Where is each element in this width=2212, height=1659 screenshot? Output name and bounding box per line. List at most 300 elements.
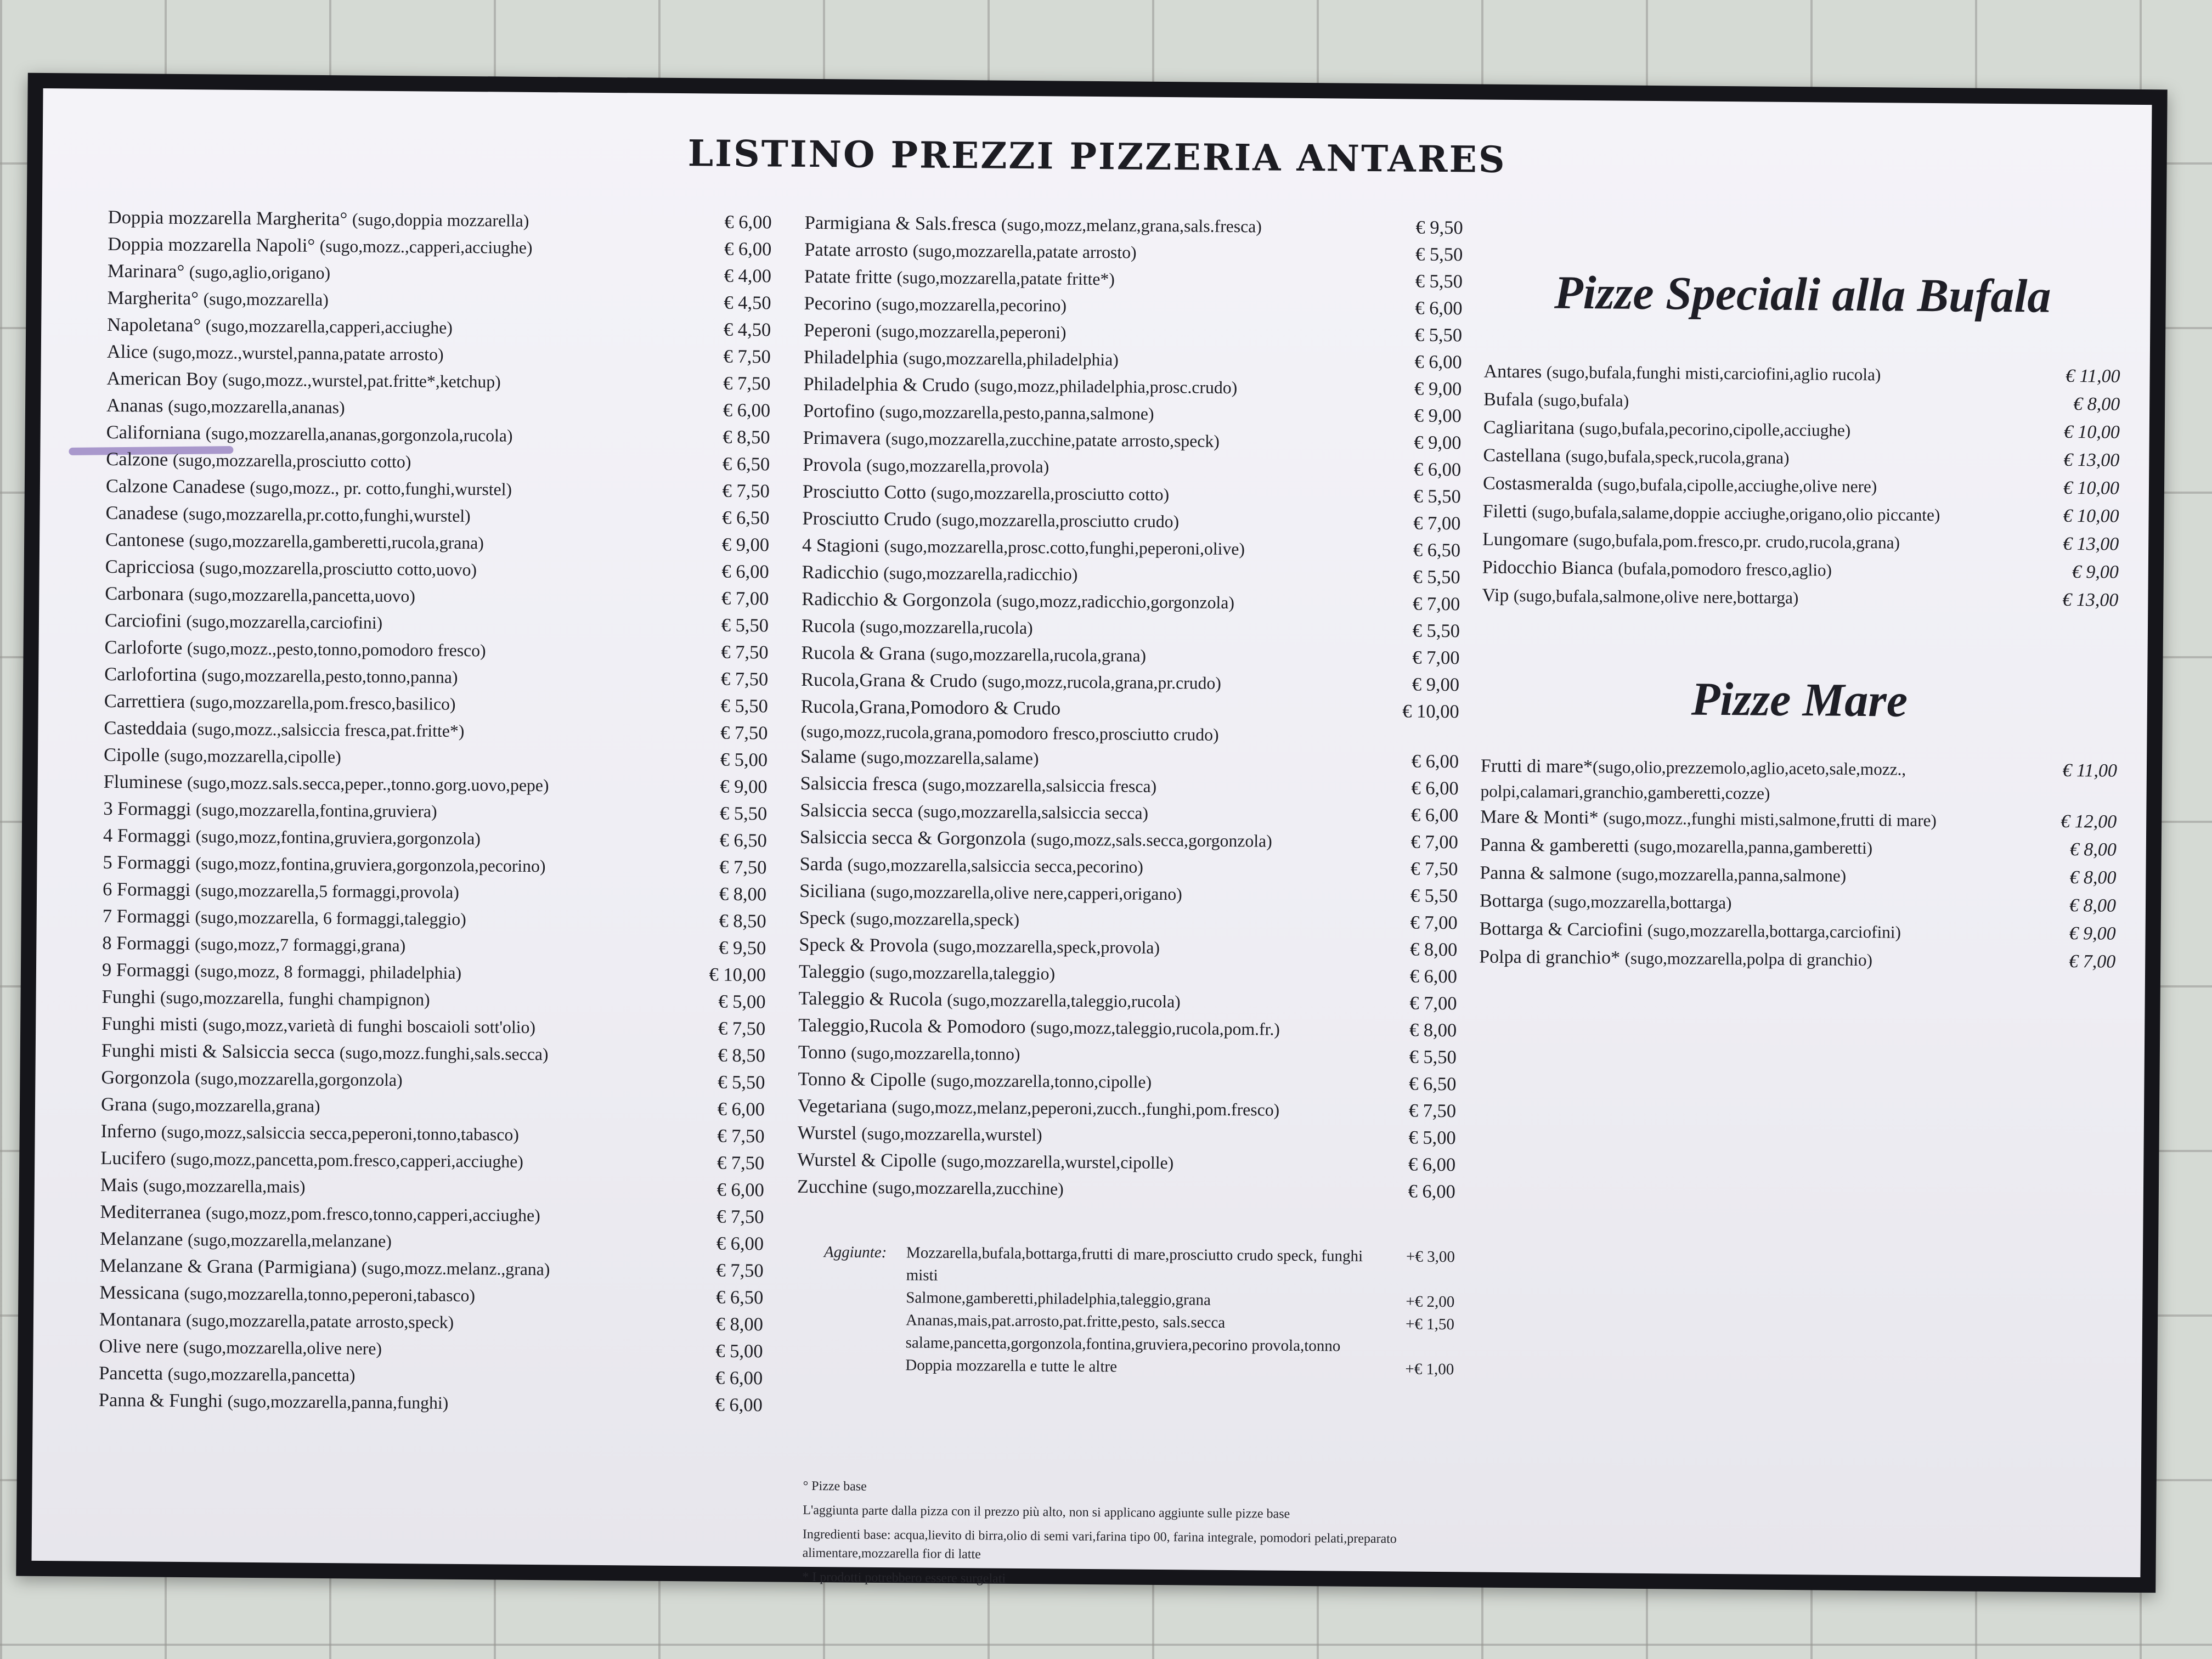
item-price: € 7,00 <box>721 588 769 610</box>
item-name: Montanara <box>99 1308 182 1330</box>
item-name: Filetti <box>1482 501 1528 522</box>
item-price: € 7,50 <box>723 346 771 368</box>
item-name: Bufala <box>1483 389 1534 410</box>
item-ingredients: (sugo,mozzarella,speck,provola) <box>933 936 1160 957</box>
item-name: Rucola & Grana <box>801 642 926 664</box>
addon-price: +€ 1,00 <box>1405 1360 1454 1379</box>
item-price: € 6,00 <box>1408 1154 1456 1176</box>
menu-item <box>99 1387 763 1419</box>
pizza-column-2 <box>797 210 1463 1205</box>
item-price: € 9,00 <box>720 776 768 798</box>
item-ingredients: (sugo,mozzarella,polpa di granchio) <box>1624 948 1873 970</box>
menu-item <box>1483 470 2119 503</box>
item-price: € 7,00 <box>1409 992 1457 1014</box>
menu-item <box>1482 498 2119 531</box>
item-ingredients: (sugo,mozz.,capperi,acciughe) <box>319 236 533 257</box>
item-price: € 5,50 <box>718 1071 765 1093</box>
item-name: Casteddaia <box>104 717 187 740</box>
menu-item <box>1479 943 2115 976</box>
item-name: Siciliana <box>799 880 866 902</box>
item-name: Bottarga <box>1479 890 1544 912</box>
item-name: 7 Formaggi <box>102 905 190 928</box>
item-name: Californiana <box>106 421 201 444</box>
item-ingredients: (sugo,mozzarella,ananas) <box>168 396 345 417</box>
item-price: € 6,00 <box>1415 297 1463 319</box>
item-name: 5 Formaggi <box>103 851 191 874</box>
item-price: € 10,00 <box>2063 505 2119 527</box>
item-price: € 6,00 <box>716 1233 764 1255</box>
item-price: € 8,00 <box>2073 394 2120 415</box>
addon-row <box>823 1308 1455 1358</box>
item-price: € 8,00 <box>719 883 767 905</box>
item-name: Panna & Funghi <box>98 1389 223 1412</box>
menu-item <box>1480 752 2117 808</box>
item-price: € 7,50 <box>717 1125 765 1147</box>
item-name: Napoletana° <box>107 314 201 336</box>
item-name: 8 Formaggi <box>102 932 190 955</box>
note-ingredients: Ingredienti base: acqua,lievito di birra,olio di semi vari,farina tipo 00, farina integrale, pomodori pelati,preparato alimentare,mozzarella fior di latte <box>802 1527 1397 1562</box>
item-name: Melanzane <box>99 1228 183 1250</box>
item-ingredients: (sugo,doppia mozzarella) <box>352 210 529 230</box>
item-ingredients: (sugo,mozz,7 formaggi,grana) <box>194 934 406 956</box>
item-price: € 11,00 <box>2062 760 2118 781</box>
menu-item <box>1483 442 2119 475</box>
item-price: € 5,50 <box>1412 620 1460 642</box>
item-ingredients: (sugo,mozzarella,gamberetti,rucola,grana) <box>189 531 484 553</box>
item-ingredients: (sugo,mozzarella,peperoni) <box>876 321 1066 342</box>
item-name: Parmigiana & Sals.fresca <box>804 212 997 235</box>
item-ingredients: (sugo,bufala,cipolle,acciughe,olive nere) <box>1597 475 1877 496</box>
item-name: Rucola <box>801 615 855 637</box>
item-ingredients: (sugo,mozzarella,melanzane) <box>187 1230 392 1251</box>
item-price: € 6,00 <box>723 399 771 421</box>
bufala-list <box>1482 358 2120 614</box>
item-name: Cipolle <box>103 744 160 766</box>
item-price: € 5,50 <box>1410 885 1458 907</box>
item-ingredients: (sugo,mozzarella,patate fritte*) <box>896 268 1115 289</box>
item-name: Taleggio <box>798 961 865 983</box>
item-name: Calzone Canadese <box>105 475 245 498</box>
item-price: € 7,50 <box>1408 1100 1457 1122</box>
item-ingredients: (sugo,mozzarella,salame) <box>861 747 1039 769</box>
item-ingredients: (sugo,mozzarella,taleggio) <box>869 962 1056 984</box>
item-name: Bottarga & Carciofini <box>1479 918 1643 940</box>
item-name: Carrettiera <box>104 690 185 713</box>
item-ingredients: (sugo,mozzarella,pr.cotto,funghi,wurstel) <box>183 504 471 526</box>
item-ingredients: (sugo,mozzarella,provola) <box>866 455 1049 477</box>
menu-item <box>1480 831 2117 864</box>
item-name: Carloforte <box>104 636 183 658</box>
item-ingredients: (sugo,mozz.,salsiccia fresca,pat.fritte*) <box>191 719 465 741</box>
item-price: € 7,50 <box>721 641 769 663</box>
item-ingredients: (sugo,mozzarella,gorgonzola) <box>195 1069 403 1090</box>
item-name: Antares <box>1483 361 1542 382</box>
item-name: Portofino <box>803 400 875 422</box>
item-ingredients: (sugo,bufala,pecorino,cipolle,acciughe) <box>1579 418 1851 440</box>
item-price: € 5,00 <box>720 749 768 771</box>
menu-item <box>1480 887 2116 920</box>
item-ingredients: (sugo,mozzarella,pecorino) <box>876 294 1067 315</box>
item-ingredients: (sugo,mozzarella,cipolle) <box>164 746 341 767</box>
menu-item <box>800 693 1459 748</box>
item-name: Pidocchio Bianca <box>1482 557 1613 579</box>
item-name: Frutti di mare* <box>1480 755 1593 777</box>
item-ingredients: (sugo,mozzarella,prosciutto cotto,uovo) <box>199 558 477 580</box>
item-name: Rucola,Grana & Crudo <box>801 669 978 692</box>
item-ingredients: (sugo,mozzarella, 6 formaggi,taleggio) <box>195 907 466 929</box>
item-name: Taleggio,Rucola & Pomodoro <box>798 1014 1026 1038</box>
menu-item <box>1482 526 2119 558</box>
item-price: € 5,50 <box>720 695 768 717</box>
item-ingredients: (sugo,aglio,origano) <box>189 262 331 283</box>
item-ingredients: (sugo,mozz.,wurstel,panna,patate arrosto) <box>153 342 444 364</box>
item-name: Mare & Monti* <box>1480 806 1599 828</box>
item-ingredients: (sugo,mozzarella,olive nere,capperi,origano) <box>870 882 1182 904</box>
addons-label: Aggiunte: <box>823 1243 887 1262</box>
item-price: € 6,50 <box>722 507 770 529</box>
item-name: Fluminese <box>103 771 183 793</box>
pizza-column-1 <box>99 204 772 1419</box>
item-name: Doppia mozzarella Margherita° <box>108 206 348 230</box>
item-name: Vegetariana <box>797 1095 888 1118</box>
item-name: Funghi misti <box>101 1013 198 1035</box>
item-name: Alice <box>106 341 148 363</box>
item-ingredients: (sugo,mozarella,panna,gamberetti) <box>1634 836 1873 858</box>
item-name: Funghi <box>101 986 156 1008</box>
item-ingredients: (sugo,bufala,speck,rucola,grana) <box>1565 446 1790 467</box>
bufala-section-title: Pizze Speciali alla Bufala <box>1554 266 2051 323</box>
item-price: € 10,00 <box>2063 421 2120 443</box>
item-price: € 5,50 <box>719 803 768 825</box>
item-name: 4 Stagioni <box>802 534 880 556</box>
addon-price: +€ 3,00 <box>1406 1248 1455 1266</box>
special-column <box>1479 215 2121 976</box>
item-price: € 6,00 <box>1413 459 1462 481</box>
item-price: € 7,00 <box>1410 912 1458 934</box>
item-ingredients: (sugo,mozzarella,wurstel) <box>861 1124 1042 1145</box>
item-ingredients: (sugo,mozz,rucola,grana,pomodoro fresco,prosciutto crudo) <box>800 721 1219 744</box>
menu-item <box>1482 582 2118 614</box>
item-ingredients: (sugo,mozzarella,tonno,cipolle) <box>930 1070 1152 1092</box>
item-name: Pecorino <box>804 292 872 314</box>
item-name: Ananas <box>106 394 163 416</box>
item-price: € 7,50 <box>722 480 770 502</box>
mare-list <box>1479 752 2117 976</box>
item-ingredients: (sugo,mozz.funghi,sals.secca) <box>339 1043 549 1064</box>
item-price: € 7,00 <box>2069 951 2116 972</box>
item-name: Polpa di granchio* <box>1479 946 1621 968</box>
note-rule: L'aggiunta parte dalla pizza con il prezzo più alto, non si applicano aggiunte sulle pizze base <box>803 1503 1290 1521</box>
item-price: € 6,00 <box>716 1179 765 1201</box>
item-ingredients: (sugo,mozzarella,prosciutto cotto) <box>930 483 1170 505</box>
item-ingredients: (sugo,mozzarella,speck) <box>850 909 1020 929</box>
item-ingredients: (sugo,mozz,pom.fresco,tonno,capperi,acciughe) <box>205 1203 540 1226</box>
item-price: € 7,00 <box>1412 647 1460 669</box>
item-ingredients: (sugo,mozzarella,salsiccia fresca) <box>922 775 1157 796</box>
item-ingredients: (sugo,mozzarella,rucola) <box>860 617 1033 638</box>
item-ingredients: (sugo,mozz.,wurstel,pat.fritte*,ketchup) <box>222 370 501 392</box>
item-ingredients: (sugo,bufala,pom.fresco,pr. crudo,rucola,grana) <box>1573 530 1900 552</box>
item-name: Prosciutto Crudo <box>802 507 932 530</box>
item-name: Radicchio <box>802 561 879 583</box>
item-name: Funghi misti & Salsiccia secca <box>101 1040 335 1063</box>
item-name: Carciofini <box>104 610 182 631</box>
item-ingredients: (sugo,mozzarella,pancetta,uovo) <box>188 585 416 606</box>
item-name: Panna & gamberetti <box>1480 834 1629 856</box>
item-price: € 6,00 <box>715 1367 763 1389</box>
item-price: € 12,00 <box>2061 811 2117 832</box>
item-price: € 8,00 <box>2069 839 2117 860</box>
item-price: € 10,00 <box>2063 477 2120 499</box>
item-ingredients: (sugo,mozz, 8 formaggi, philadelphia) <box>194 961 462 983</box>
menu-item <box>1480 859 2116 892</box>
item-name: Cagliaritana <box>1483 417 1575 438</box>
item-name: Wurstel & Cipolle <box>797 1149 936 1171</box>
item-ingredients: (sugo,mozz,philadelphia,prosc.crudo) <box>974 376 1238 398</box>
item-price: € 10,00 <box>1402 701 1459 723</box>
item-name: Messicana <box>99 1282 180 1304</box>
item-ingredients: (sugo,mozzarella,grana) <box>151 1095 320 1116</box>
item-name: Salame <box>800 746 856 768</box>
item-name: Sarda <box>799 853 843 875</box>
menu-item <box>1483 386 2120 419</box>
item-ingredients: (sugo,mozzarella,salsiccia secca,pecorino) <box>847 855 1144 877</box>
item-ingredients: (sugo,bufala,salame,doppie acciughe,origano,olio piccante) <box>1532 502 1940 525</box>
item-ingredients: (sugo,mozzarella,tonno) <box>850 1043 1020 1064</box>
item-price: € 9,00 <box>1414 405 1462 427</box>
item-ingredients: (sugo,mozzarella,bottarga,carciofini) <box>1647 920 1901 942</box>
item-ingredients: (sugo,mozzarella,bottarga) <box>1548 891 1732 913</box>
item-price: € 5,50 <box>721 614 769 636</box>
item-name: Radicchio & Gorgonzola <box>802 588 992 611</box>
item-name: Vip <box>1482 585 1509 606</box>
item-ingredients: (sugo,mozz,sals.secca,gorgonzola) <box>1030 830 1272 851</box>
item-ingredients: (sugo,mozzarella,taleggio,rucola) <box>947 990 1181 1012</box>
item-price: € 6,00 <box>1411 751 1459 772</box>
item-ingredients: (sugo,mozzarella,zucchine) <box>872 1177 1064 1199</box>
item-name: Salsiccia fresca <box>800 772 918 795</box>
item-price: € 8,50 <box>723 426 770 448</box>
item-price: € 6,50 <box>1409 1073 1457 1095</box>
menu-item <box>1483 358 2120 391</box>
item-ingredients: (sugo,mozz,melanz,grana,sals.fresca) <box>1001 215 1262 236</box>
item-ingredients: (sugo,mozzarella,panna,funghi) <box>227 1391 449 1413</box>
item-price: € 5,50 <box>1415 244 1463 266</box>
item-ingredients: (sugo,bufala,funghi misti,carciofini,aglio rucola) <box>1546 362 1881 385</box>
item-price: € 5,00 <box>715 1340 763 1362</box>
item-price: € 13,00 <box>2062 589 2119 611</box>
item-name: Salsiccia secca & Gorgonzola <box>799 826 1026 850</box>
item-ingredients: (sugo,mozz,melanz,peperoni,zucch.,funghi,pom.fresco) <box>891 1097 1280 1120</box>
item-price: € 6,00 <box>724 238 772 260</box>
item-ingredients: (sugo,mozz., pr. cotto,funghi,wurstel) <box>250 477 512 499</box>
item-ingredients: (sugo,mozz.melanz.,grana) <box>361 1258 550 1279</box>
item-ingredients: (sugo,mozzarella,carciofini) <box>186 612 383 633</box>
item-price: € 9,00 <box>1412 674 1460 696</box>
menu-item <box>1483 414 2120 447</box>
item-name: Lungomare <box>1482 529 1569 550</box>
item-name: Calzone <box>106 448 168 470</box>
item-name: Tonno <box>798 1041 847 1063</box>
item-ingredients: (sugo,mozz.sals.secca,peper.,tonno.gorg.uovo,pepe) <box>187 773 549 795</box>
item-name: Olive nere <box>99 1335 179 1357</box>
item-price: € 9,00 <box>1414 378 1462 400</box>
item-price: € 6,00 <box>724 211 772 233</box>
item-price: € 9,50 <box>718 937 766 959</box>
addon-row <box>823 1353 1454 1381</box>
item-name: Speck <box>799 907 846 929</box>
item-price: € 8,50 <box>718 1045 765 1066</box>
item-name: Costasmeralda <box>1482 473 1593 495</box>
menu-item <box>1479 915 2115 948</box>
item-ingredients: (sugo,mozzarella,capperi,acciughe) <box>205 316 453 337</box>
item-price: € 7,00 <box>1413 512 1461 534</box>
item-ingredients: (sugo,mozzarella,tonno,peperoni,tabasco) <box>184 1284 476 1306</box>
item-price: € 7,50 <box>718 1018 766 1040</box>
item-price: € 5,00 <box>1408 1127 1456 1149</box>
item-ingredients: (sugo,mozzarella,mais) <box>143 1176 306 1197</box>
item-price: € 5,50 <box>1413 486 1461 507</box>
item-name: Philadelphia & Crudo <box>803 373 970 396</box>
item-price: € 6,00 <box>1409 966 1458 988</box>
menu-item <box>1480 803 2117 836</box>
item-ingredients: (sugo,mozz.,funghi misti,salmone,frutti di mare) <box>1602 808 1937 831</box>
item-name: American Boy <box>106 368 218 390</box>
item-price: € 9,50 <box>1415 217 1463 239</box>
item-name: 6 Formaggi <box>102 878 191 901</box>
item-name: Capricciosa <box>105 556 195 578</box>
addon-text: Mozzarella,bufala,bottarga,frutti di mare,prosciutto crudo speck, funghi misti <box>906 1244 1363 1284</box>
item-price: € 8,00 <box>2069 867 2117 888</box>
item-price: € 8,50 <box>719 910 766 932</box>
item-price: € 6,00 <box>1410 804 1459 826</box>
item-name: 3 Formaggi <box>103 798 191 820</box>
item-price: € 11,00 <box>2065 365 2120 387</box>
item-ingredients: (sugo,mozzarella,pesto,tonno,panna) <box>201 665 458 687</box>
item-name: Peperoni <box>804 319 871 341</box>
item-ingredients: (sugo,olio,prezzemolo,aglio,aceto,sale,mozz., <box>1592 757 1906 779</box>
item-ingredients: (sugo,mozzarella,pom.fresco,basilico) <box>189 692 456 714</box>
item-ingredients: (sugo,mozzarella,salsiccia secca) <box>917 802 1149 823</box>
addons-box <box>823 1241 1455 1381</box>
item-price: € 7,50 <box>1410 858 1458 880</box>
item-price: € 8,00 <box>1409 939 1458 961</box>
item-ingredients: (sugo,mozzarella,patate arrosto) <box>912 241 1137 262</box>
item-ingredients: (sugo,mozz,pancetta,pom.fresco,capperi,acciughe) <box>170 1149 523 1171</box>
item-name: Taleggio & Rucola <box>798 988 943 1010</box>
item-name: Carlofortina <box>104 663 197 686</box>
item-name: Lucifero <box>100 1147 166 1169</box>
item-ingredients: (sugo,mozzarella,prosc.cotto,funghi,peperoni,olive) <box>884 537 1245 559</box>
item-ingredients: (sugo,mozzarella,fontina,gruviera) <box>195 800 437 821</box>
item-ingredients: (sugo,mozz,salsiccia secca,peperoni,tonno,tabasco) <box>161 1122 520 1144</box>
item-price: € 6,00 <box>715 1394 763 1416</box>
item-name: Marinara° <box>107 260 185 282</box>
addon-price: +€ 2,00 <box>1406 1293 1455 1311</box>
item-price: € 4,50 <box>724 292 771 314</box>
item-price: € 7,50 <box>719 856 767 878</box>
item-price: € 6,00 <box>1414 351 1462 373</box>
item-name: Speck & Provola <box>799 934 929 956</box>
item-name: 4 Formaggi <box>103 825 191 847</box>
item-price: € 7,50 <box>723 373 771 394</box>
item-price: € 7,50 <box>720 668 769 690</box>
menu-item <box>1482 554 2119 586</box>
item-name: Patate arrosto <box>804 239 909 261</box>
item-ingredients: (sugo,mozzarella,5 formaggi,provola) <box>195 881 460 902</box>
item-ingredients: (sugo,mozzarella) <box>203 289 329 310</box>
item-price: € 6,00 <box>717 1098 765 1120</box>
item-price: € 9,00 <box>2072 562 2119 583</box>
item-ingredients: (sugo,mozz,varietà di funghi boscaioli sott'olio) <box>202 1015 536 1037</box>
item-name: Primavera <box>803 427 881 449</box>
addon-row <box>823 1241 1455 1291</box>
item-name: Wurstel <box>797 1122 857 1144</box>
item-ingredients: (sugo,mozz,fontina,gruviera,gorgonzola) <box>195 827 481 849</box>
item-price: € 9,00 <box>721 534 770 556</box>
addon-price: +€ 1,50 <box>1405 1315 1455 1334</box>
item-price: € 6,00 <box>1408 1181 1456 1203</box>
item-ingredients: (sugo,mozzarella,olive nere) <box>183 1338 382 1358</box>
item-ingredients: (sugo,mozzarella,pesto,panna,salmone) <box>879 402 1154 424</box>
item-price: € 10,00 <box>709 964 766 986</box>
item-price: € 8,00 <box>1409 1019 1457 1041</box>
item-name: Zucchine <box>797 1176 868 1198</box>
addon-text: Doppia mozzarella e tutte le altre <box>905 1356 1118 1376</box>
item-ingredients: polpi,calamari,granchio,gamberetti,cozze) <box>1480 781 1770 803</box>
item-price: € 6,50 <box>1413 539 1461 561</box>
item-ingredients: (sugo,mozzarella,zucchine,patate arrosto,speck) <box>885 429 1220 451</box>
item-name: Pancetta <box>99 1362 163 1384</box>
item-price: € 8,00 <box>2069 895 2117 916</box>
menu-sheet <box>32 88 2152 1586</box>
item-name: Prosciutto Cotto <box>802 481 927 503</box>
menu-item <box>797 1173 1455 1205</box>
item-price: € 9,00 <box>2069 923 2116 944</box>
item-ingredients: (sugo,mozzarella,panna,salmone) <box>1616 864 1847 885</box>
item-price: € 13,00 <box>2063 533 2119 555</box>
item-name: Salsiccia secca <box>800 799 913 822</box>
item-price: € 13,00 <box>2063 449 2120 471</box>
item-ingredients: (sugo,mozzarella,pancetta) <box>167 1364 356 1385</box>
item-price: € 7,00 <box>1410 831 1459 853</box>
item-name: Provola <box>803 454 862 476</box>
addon-text: Salmone,gamberetti,philadelphia,taleggio,grana <box>906 1289 1211 1309</box>
item-price: € 5,00 <box>718 991 766 1013</box>
item-ingredients: (sugo,mozzarella,philadelphia) <box>902 348 1119 370</box>
item-ingredients: (sugo,mozzarella,rucola,grana) <box>930 644 1147 665</box>
footnotes <box>802 1477 1462 1597</box>
item-price: € 7,00 <box>1412 593 1460 615</box>
item-ingredients: (sugo,bufala) <box>1538 390 1629 410</box>
item-price: € 7,50 <box>716 1206 764 1228</box>
item-price: € 7,50 <box>720 722 768 744</box>
item-price: € 8,00 <box>715 1313 764 1335</box>
item-ingredients: (sugo,mozzarella, funghi champignon) <box>160 988 430 1009</box>
item-name: Grana <box>100 1093 148 1115</box>
item-name: Mediterranea <box>100 1201 201 1223</box>
item-name: Inferno <box>100 1120 157 1142</box>
item-ingredients: (sugo,mozz,rucola,grana,pr.crudo) <box>981 672 1222 693</box>
item-ingredients: (sugo,mozzarella,wurstel,cipolle) <box>941 1151 1174 1173</box>
item-ingredients: (bufala,pomodoro fresco,aglio) <box>1618 558 1832 580</box>
item-name: Melanzane & Grana (Parmigiana) <box>99 1255 357 1278</box>
item-price: € 5,50 <box>1409 1046 1457 1068</box>
item-name: Carbonara <box>105 583 184 605</box>
item-name: 9 Formaggi <box>101 959 190 981</box>
item-name: Canadese <box>105 502 178 524</box>
item-price: € 5,50 <box>1415 270 1463 292</box>
